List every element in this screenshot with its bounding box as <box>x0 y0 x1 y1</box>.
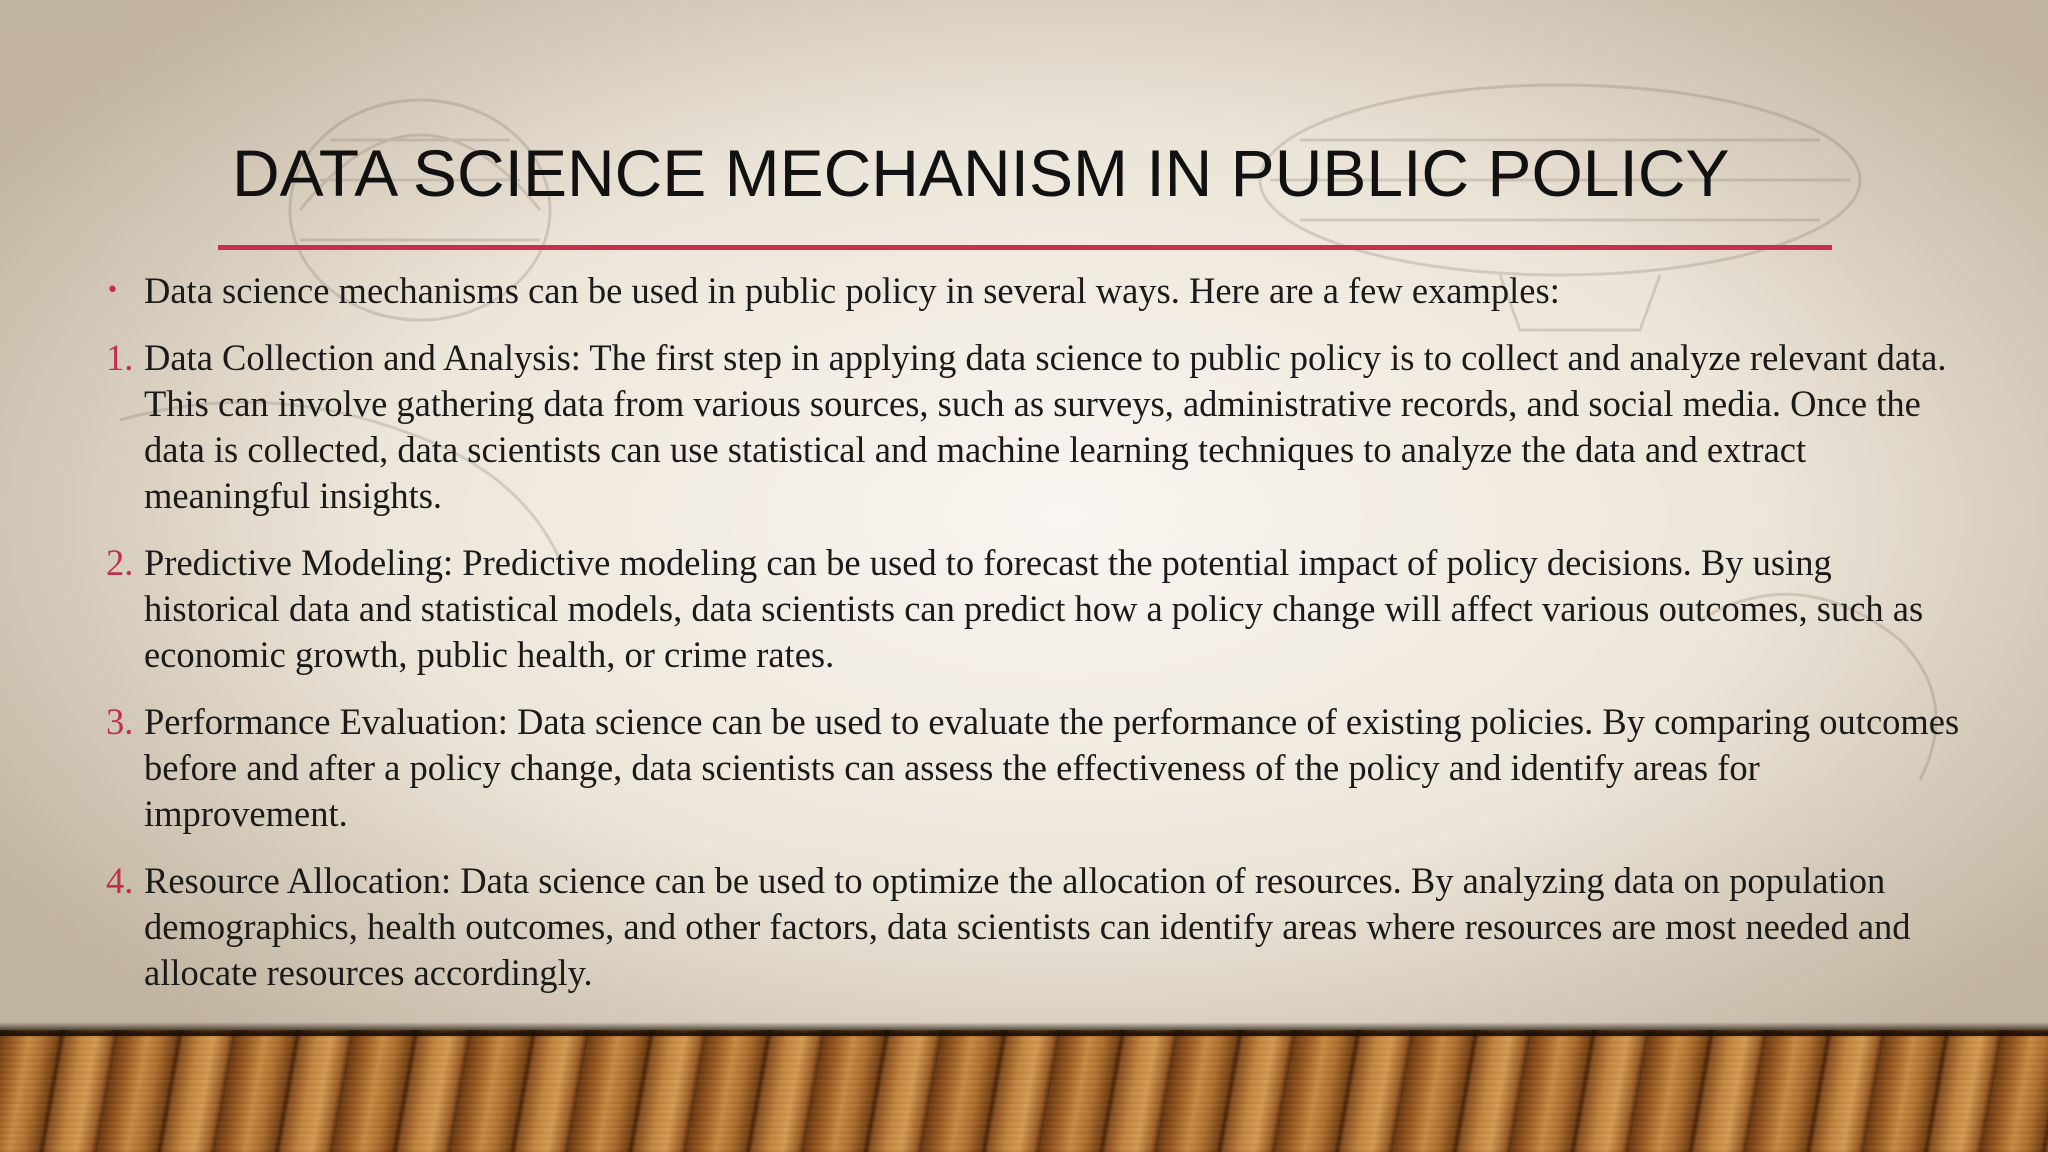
floor-grain-texture <box>0 1030 2048 1152</box>
bullet-marker: • <box>106 278 119 303</box>
title-underline <box>218 245 1832 250</box>
list-item-text: Performance Evaluation: Data science can be used to evaluate the performance of existing policies. By comparing outcomes before and after a policy change, data scientists can assess the effectiveness of the policy and identify areas for improvement. <box>144 701 1960 834</box>
list-number: 3. <box>106 701 134 742</box>
list-item-text: Predictive Modeling: Predictive modeling can be used to forecast the potential impact of policy decisions. By using historical data and statistical models, data scientists can predict how a policy change will affect various outcomes, such as economic growth, public health, or crime rates. <box>144 542 1924 675</box>
list-item-text: Data Collection and Analysis: The first step in applying data science to public policy is to collect and analyze relevant data. This can involve gathering data from various sources, such as surveys, administrative records, and social media. Once the data is collected, data scientists can use statistical and machine learning techniques to analyze the data and extract meaningful insights. <box>144 337 1947 516</box>
list-number: 2. <box>106 542 134 583</box>
slide-body <box>106 268 1966 1017</box>
slide-title: DATA SCIENCE MECHANISM IN PUBLIC POLICY <box>232 136 1730 210</box>
list-item-data-collection <box>106 335 1966 519</box>
floor-edge-shadow <box>0 1022 2048 1036</box>
intro-text: Data science mechanisms can be used in public policy in several ways. Here are a few examples: <box>144 270 1560 311</box>
list-item-predictive-modeling <box>106 540 1966 678</box>
list-item-performance-evaluation <box>106 699 1966 837</box>
intro-bullet <box>106 268 1966 314</box>
list-number: 4. <box>106 860 134 901</box>
list-item-text: Resource Allocation: Data science can be used to optimize the allocation of resources. By analyzing data on population demographics, health outcomes, and other factors, data scientists can identify areas where resources are most needed and allocate resources accordingly. <box>144 860 1911 993</box>
list-item-resource-allocation <box>106 858 1966 996</box>
list-number: 1. <box>106 337 134 378</box>
